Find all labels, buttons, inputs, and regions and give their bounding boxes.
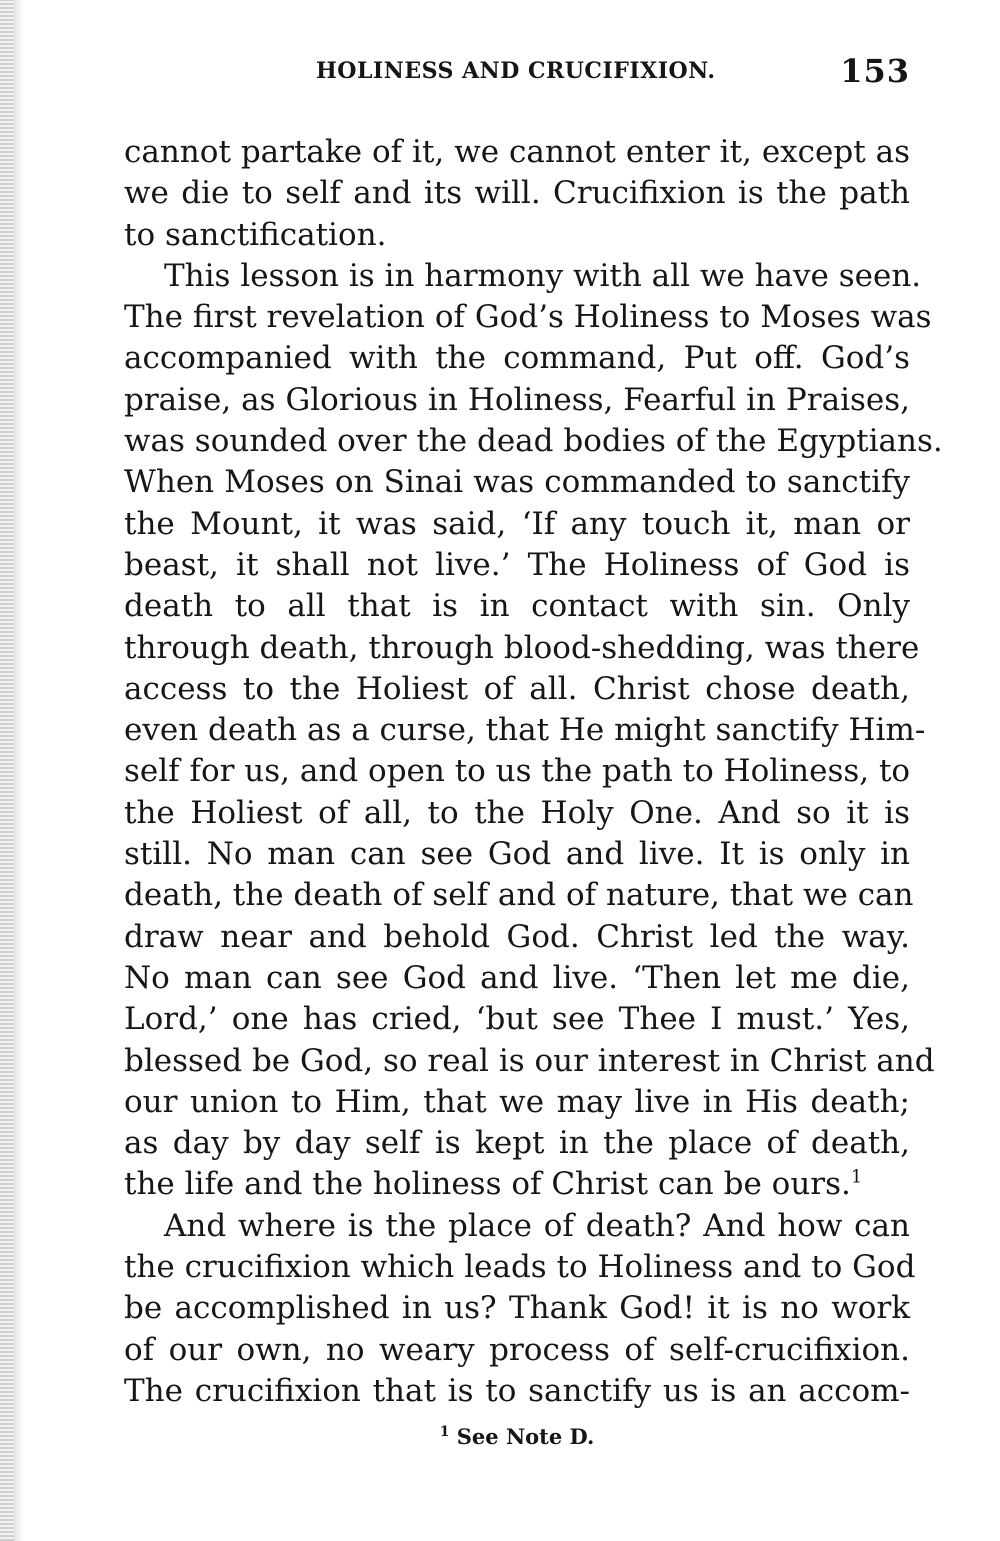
footnote-reference[interactable]: 1	[850, 1167, 863, 1189]
text-line: of our own, no weary process of self-crucifixion.	[124, 1331, 910, 1368]
text-line-with-footnote	[124, 1164, 910, 1205]
page-header	[124, 52, 910, 92]
footnote-mark: 1	[439, 1424, 450, 1440]
text-line: praise, as Glorious in Holiness, Fearful in Praises,	[124, 381, 910, 418]
text-line: The crucifixion that is to sanctify us is an accom-	[124, 1372, 910, 1409]
running-head: HOLINESS AND CRUCIFIXION.	[316, 58, 716, 84]
footnote	[124, 1424, 910, 1449]
text-line: still. No man can see God and live. It is only in	[124, 836, 910, 873]
text-line: the life and the holiness of Christ can be ours.	[124, 1166, 851, 1203]
text-line: The first revelation of God’s Holiness to Moses was	[124, 299, 932, 336]
text-line: beast, it shall not live.’ The Holiness of God is	[124, 546, 910, 583]
text-line: draw near and behold God. Christ led the way.	[124, 918, 910, 955]
text-line: the Holiest of all, to the Holy One. And so it is	[124, 794, 910, 831]
text-line: death, the death of self and of nature, that we can	[124, 877, 914, 914]
text-line: Lord,’ one has cried, ‘but see Thee I must.’ Yes,	[124, 1001, 910, 1038]
text-line: accompanied with the command, Put off. God’s	[124, 340, 910, 377]
text-line: we die to self and its will. Crucifixion is the path	[124, 175, 910, 212]
text-line: to sanctification.	[124, 216, 387, 253]
text-line: No man can see God and live. ‘Then let me die,	[124, 959, 910, 996]
text-line: the crucifixion which leads to Holiness and to God	[124, 1249, 916, 1286]
text-line: And where is the place of death? And how can	[164, 1207, 910, 1244]
text-line: When Moses on Sinai was commanded to sanctify	[124, 464, 910, 501]
text-line: our union to Him, that we may live in His death;	[124, 1083, 910, 1120]
text-line: self for us, and open to us the path to Holiness, to	[124, 753, 911, 790]
text-line: death to all that is in contact with sin. Only	[124, 588, 910, 625]
text-line: even death as a curse, that He might sanctify Him-	[124, 712, 926, 749]
page-gutter-fade	[14, 0, 24, 1541]
page-gutter-shadow	[0, 0, 14, 1541]
text-line: was sounded over the dead bodies of the Egyptians.	[124, 423, 943, 460]
body-text	[124, 132, 943, 1412]
text-line: cannot partake of it, we cannot enter it, except as	[124, 134, 910, 170]
text-line: This lesson is in harmony with all we have seen.	[164, 257, 922, 294]
page-number: 153	[840, 52, 910, 90]
text-line: blessed be God, so real is our interest in Christ and	[124, 1042, 935, 1079]
text-line: the Mount, it was said, ‘If any touch it, man or	[124, 505, 910, 542]
text-line: through death, through blood-shedding, was there	[124, 629, 920, 666]
text-line: access to the Holiest of all. Christ chose death,	[124, 670, 910, 707]
text-line: as day by day self is kept in the place of death,	[124, 1125, 910, 1162]
text-line: be accomplished in us? Thank God! it is no work	[124, 1290, 910, 1327]
footnote-text: See Note D.	[456, 1424, 595, 1449]
